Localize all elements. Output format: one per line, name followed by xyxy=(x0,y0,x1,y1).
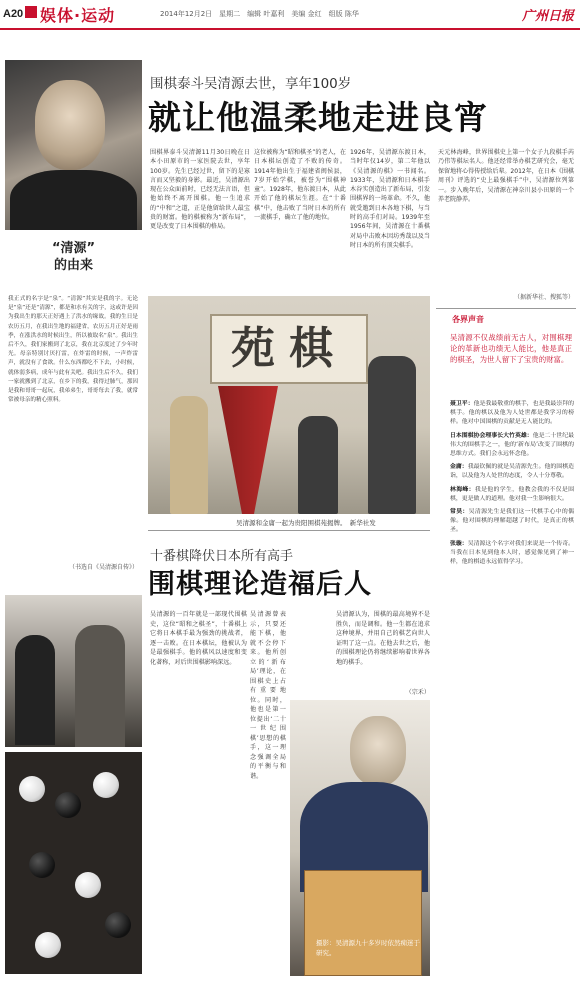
sidebar-source: （书选自《吴清源自传》） xyxy=(68,564,138,571)
sidebar-title-line1: “清源” xyxy=(51,241,96,256)
comment-item: 聂卫平：他是我最敬重的棋手，也是我最崇拜的棋手。他的棋以及他为人处世都是我学习的榜样。他对中国围棋的贡献是无人能比的。 xyxy=(450,401,575,426)
comments-divider xyxy=(436,308,576,309)
page-header xyxy=(0,0,580,30)
story2-col2: 吴清源曾表示，只要还能下棋，他就不会停下来。他所创立的‘新布局’理论，在围棋史上占有重要地位。同时，他也是第一位提出‘二十一世纪围棋’思想的棋手，这一理念强调全局的平衡与和谐。 xyxy=(250,611,286,780)
header-meta: 2014年12月2日 星期二 编辑 叶嘉利 美编 金红 组版 陈华 xyxy=(160,10,359,18)
comment-item: 张璇：吴清源这个名字对我们来说是一个传奇。当我在日本见到他本人时，感觉像见到了神一样，他的棋道永远值得学习。 xyxy=(450,540,575,566)
comment-item: 常昊：吴清源先生是我们这一代棋手心中的偶像。他对围棋的理解超越了时代，是真正的棋圣。 xyxy=(450,509,575,534)
story2-source: （宗禾） xyxy=(405,689,430,696)
story1-col2: 这位被称为“昭和棋圣”的老人，在日本棋坛创造了不败的传奇。1914年他出生于福建省闽侯县，7岁开始学棋，被誉为“围棋神童”。1928年，他东渡日本，从此开始了他的棋坛生涯。在“十番棋”中，他击败了当时日本的所有一流棋手，确立了他的地位。 xyxy=(254,149,346,222)
sidebar-title xyxy=(5,240,142,274)
right-top-text: 天元林海峰，世界围棋史上第一个女子九段棋手芮乃伟等棋坛名人。他还经常举办棋艺研究会，毫无保留地将心得传授给后辈。2012年，在日本《围棋周刊》评选的“史上最强棋手”中，吴清源位列第一。步入晚年后，吴清源在神奈川县小田原的一个养老院静养。 xyxy=(438,149,574,204)
player-photo-caption: 摄影：吴清源九十多岁时依然痴迷于研究。 xyxy=(316,939,420,957)
portrait-photo xyxy=(5,60,142,230)
main-ceremony-photo xyxy=(148,296,430,514)
right-top-source: （据新华社、搜狐等） xyxy=(513,294,574,301)
historic-photo xyxy=(5,595,142,747)
comments-list xyxy=(450,400,574,571)
player-photo xyxy=(290,700,430,976)
comments-intro: 吴清源不仅战绩前无古人，对围棋理论的革新也功绩无人能比，他是真正的棋圣，为世人留下了宝贵的财富。 xyxy=(450,333,572,364)
story2-col1: 吴清源的一百年就是一部现代围棋史，这位“昭和之棋圣”，十番棋上它将日本棋手最为强劲的挑战者，逐一击败。在日本棋坛，他被认为是最强棋手。他的棋风以速度和变化著称，对后世围棋影响深远。 xyxy=(150,611,247,666)
section-title: 娱体·运动 xyxy=(40,6,116,25)
story2-subhead: 十番棋降伏日本所有高手 xyxy=(150,549,294,564)
sidebar-text: 我正式的名字是“泉”。“清源”其实是我的字。无论是“泉”还是“清源”，都是和水有关的字，这或许是因为我出生的那天正好遇上了洪水的缘故。我的生日是农历五月，在我出生地的福建省，农历五月正好是雨季，在涨洪水的时候出生，所以被取名“泉”。我出生后不久，我们家搬到了北京，我在北京度过了少年时光。母亲特别讨厌打雷，在炸雷的时候，一声炸雷声，就没有了食欲。什么东西都吃不下去，小时候，就体弱多病，成年与此有关吧。我出生后不久，我们一家就搬到了北京，在乡下的我，我得过肺气，那因是我和哥哥一起玩，我弟弟生，哥哥每去了我，就常常被母亲的精心照料。 xyxy=(8,296,138,404)
photo-sign: 苑棋 xyxy=(210,314,368,384)
comment-item: 金庸：我最钦佩的就是吴清源先生。他的围棋造诣，以及他为人处世的态度，令人十分尊敬。 xyxy=(450,464,575,480)
comment-item: 林海峰：我是他的学生，他教会我的不仅是围棋，更是做人的道理。他对我一生影响很大。 xyxy=(450,486,575,502)
main-photo-caption: 吴清源和金庸一起为贵阳围棋苑揭牌。 新华社发 xyxy=(236,519,376,527)
comment-item: 日本围棋协会理事长大竹英雄：他是二十世纪最伟大的围棋手之一，他的‘新布局’改变了围棋的思维方式。我们会永远怀念他。 xyxy=(450,432,575,458)
page-number: A20 xyxy=(3,8,24,20)
divider xyxy=(148,530,430,531)
story1-col3: 1926年，吴清源东渡日本，当时年仅14岁，第二年他以《吴清源的棋》一书闻名。1933年，吴清源和日本棋手木谷实创造出了新布局，引发围棋界的一场革命。不久，他就受邀到日本各地下棋，与当时的高手们对局。1939年至1956年间，吴清源在十番棋对局中击败本因坊秀哉以及当时日本的所有顶尖棋手。 xyxy=(350,149,430,249)
comments-title: 各界声音 xyxy=(452,315,484,324)
story1-subhead: 围棋泰斗吴清源去世，享年100岁 xyxy=(150,76,352,92)
newspaper-logo: 广州日报 xyxy=(521,9,574,24)
story2-col3: 吴清源认为，围棋的最高境界不是胜负，而是调和。他一生都在追求这种境界，并用自己的棋艺向世人证明了这一点。在他去世之后，他的围棋理论仍将继续影响着世界各地的棋手。 xyxy=(336,611,430,666)
section-marker-icon xyxy=(25,6,37,18)
story1-col1: 围棋界泰斗吴清源11月30日晚在日本小田原市的一家医院去世，享年100岁。先生已经过世，留下的是寡言而又坚毅的身影。最近，吴清源出现在公众面前时，已经无法言语，但他始终不离开围棋。他一生追求的“中和”之道，正是他留给世人最宝贵的财富。他的棋被称为“新布局”，更是改变了日本围棋的格局。 xyxy=(150,149,250,231)
story2-headline: 围棋理论造福后人 xyxy=(148,569,372,600)
sidebar-title-line2: 的由来 xyxy=(53,258,93,273)
go-stones-photo xyxy=(5,752,142,974)
story1-headline: 就让他温柔地走进良宵 xyxy=(148,98,488,137)
